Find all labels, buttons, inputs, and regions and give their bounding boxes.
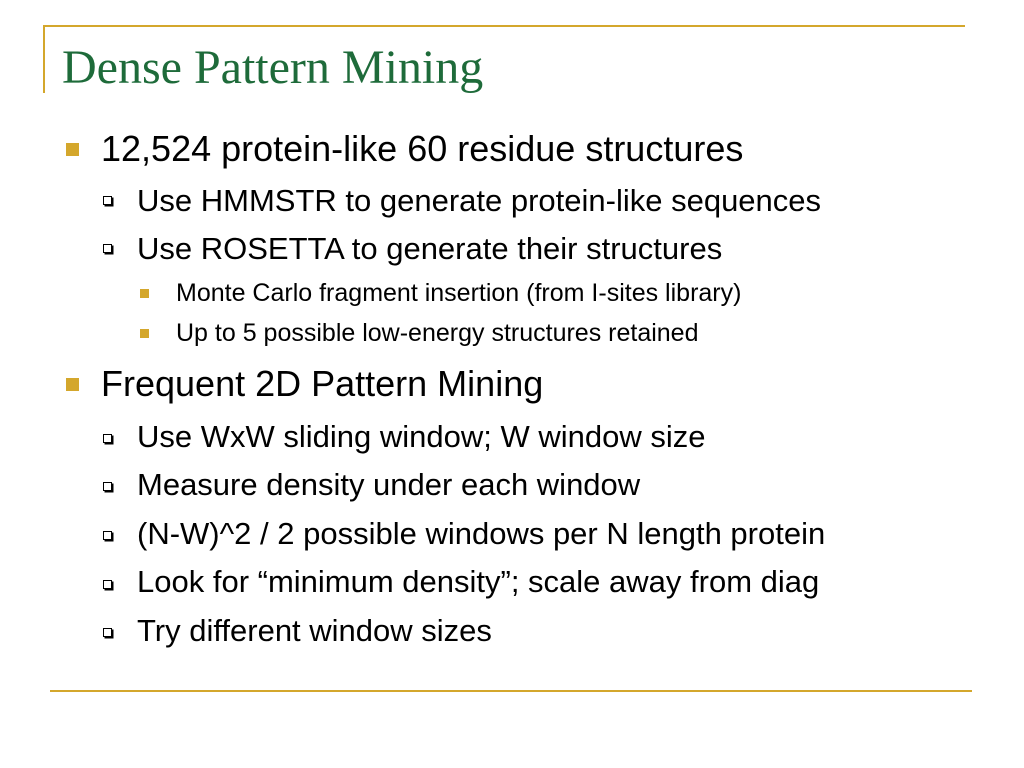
slide-title: Dense Pattern Mining bbox=[62, 41, 484, 94]
hollow-square-bullet-icon bbox=[103, 196, 112, 205]
frame-top-rule bbox=[43, 25, 965, 27]
bullet-level1-text: Frequent 2D Pattern Mining bbox=[101, 363, 544, 404]
bullet-level3-text: Monte Carlo fragment insertion (from I-sites library) bbox=[176, 279, 742, 307]
hollow-square-bullet-icon bbox=[103, 628, 112, 637]
bullet-level2-text: Use WxW sliding window; W window size bbox=[137, 419, 706, 454]
frame-left-rule bbox=[43, 25, 45, 93]
frame-bottom-rule bbox=[50, 690, 972, 692]
hollow-square-bullet-icon bbox=[103, 434, 112, 443]
bullet-square-icon bbox=[140, 289, 149, 298]
bullet-square-icon bbox=[66, 378, 79, 391]
bullet-level1-text: 12,524 protein-like 60 residue structures bbox=[101, 128, 744, 169]
hollow-square-bullet-icon bbox=[103, 482, 112, 491]
bullet-square-icon bbox=[66, 143, 79, 156]
bullet-level2-text: Use HMMSTR to generate protein-like sequences bbox=[137, 183, 822, 218]
bullet-level2-text: (N-W)^2 / 2 possible windows per N length protein bbox=[137, 516, 826, 551]
hollow-square-bullet-icon bbox=[103, 244, 112, 253]
bullet-level2-text: Try different window sizes bbox=[137, 613, 492, 648]
bullet-level2-text: Look for “minimum density”; scale away from diag bbox=[137, 564, 820, 599]
bullet-level3-text: Up to 5 possible low-energy structures retained bbox=[176, 319, 699, 347]
hollow-square-bullet-icon bbox=[103, 531, 112, 540]
bullet-level2-text: Measure density under each window bbox=[137, 467, 641, 502]
bullet-level2-text: Use ROSETTA to generate their structures bbox=[137, 231, 723, 266]
hollow-square-bullet-icon bbox=[103, 580, 112, 589]
bullet-square-icon bbox=[140, 329, 149, 338]
